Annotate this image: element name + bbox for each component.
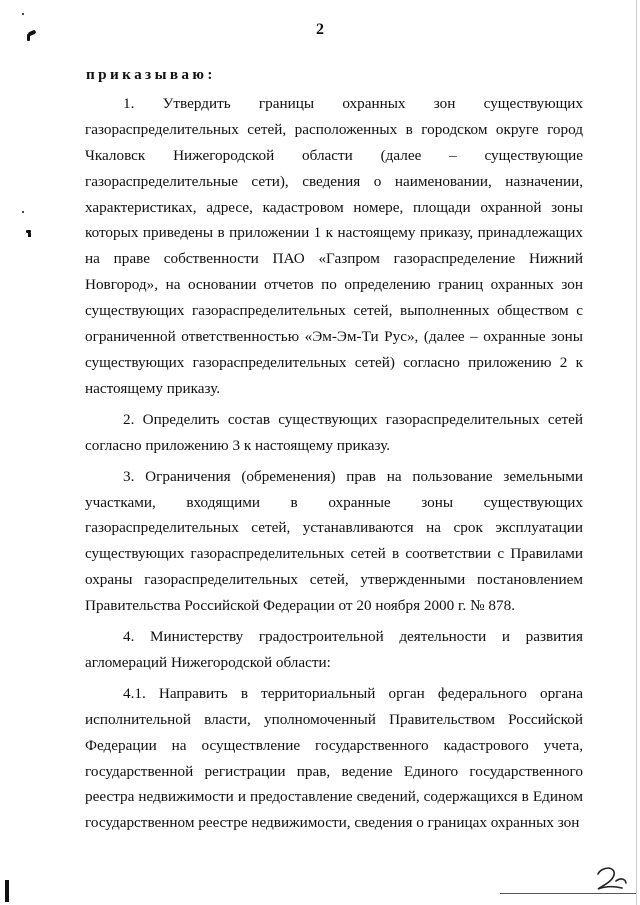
paragraph-3: 3. Ограничения (обременения) прав на пользование земельными участками, входящими в охранные зоны существующих газораспределительных сетей, устанавливаются на срок эксплуатации существующих газораспределительных сетей в соответствии с Правилами охраны газораспределительных сетей, утвержденными постановлением Правительства Российской Федерации от 20 ноября 2000 г. № 878. — [85, 467, 583, 615]
order-heading: приказываю: — [86, 66, 216, 83]
scan-edge — [636, 0, 637, 905]
scan-speck — [5, 880, 9, 902]
scan-speck — [28, 233, 31, 237]
scan-speck — [22, 13, 24, 15]
paragraph-4-1: 4.1. Направить в территориальный орган федерального органа исполнительной власти, уполномоченный Правительством Российской Федерации на осуществление государственного кадастрового учета, государственной регистрации прав, ведение Единого государственного реестра недвижимости и предоставление сведений, содержащихся в Едином государственном реестре недвижимости, сведения о границах охранных зон — [85, 684, 583, 832]
document-body — [85, 62, 583, 841]
paragraph-4: 4. Министерству градостроительной деятельности и развития агломераций Нижегородской области: — [85, 628, 583, 671]
scan-speck — [22, 211, 24, 213]
handwritten-initial — [592, 864, 630, 894]
page-number: 2 — [316, 21, 324, 38]
paragraph-1: 1. Утвердить границы охранных зон существующих газораспределительных сетей, расположенных в городском округе город Чкаловск Нижегородской области (далее – существующие газораспределительные сети), сведения о наименовании, назначении, характеристиках, адресе, кадастровом номере, площади охранной зоны которых приведены в приложении 1 к настоящему приказу, принадлежащих на праве собственности ПАО «Газпром газораспределение Нижний Новгород», на основании отчетов по определению границ охранных зон существующих газораспределительных сетей, выполненных обществом с ограниченной ответственностью «Эм-Эм-Ти Рус», (далее – охранные зоны существующих газораспределительных сетей) согласно приложению 2 к настоящему приказу. — [85, 94, 583, 397]
paragraph-2: 2. Определить состав существующих газораспределительных сетей согласно приложению 3 к настоящему приказу. — [85, 410, 583, 454]
